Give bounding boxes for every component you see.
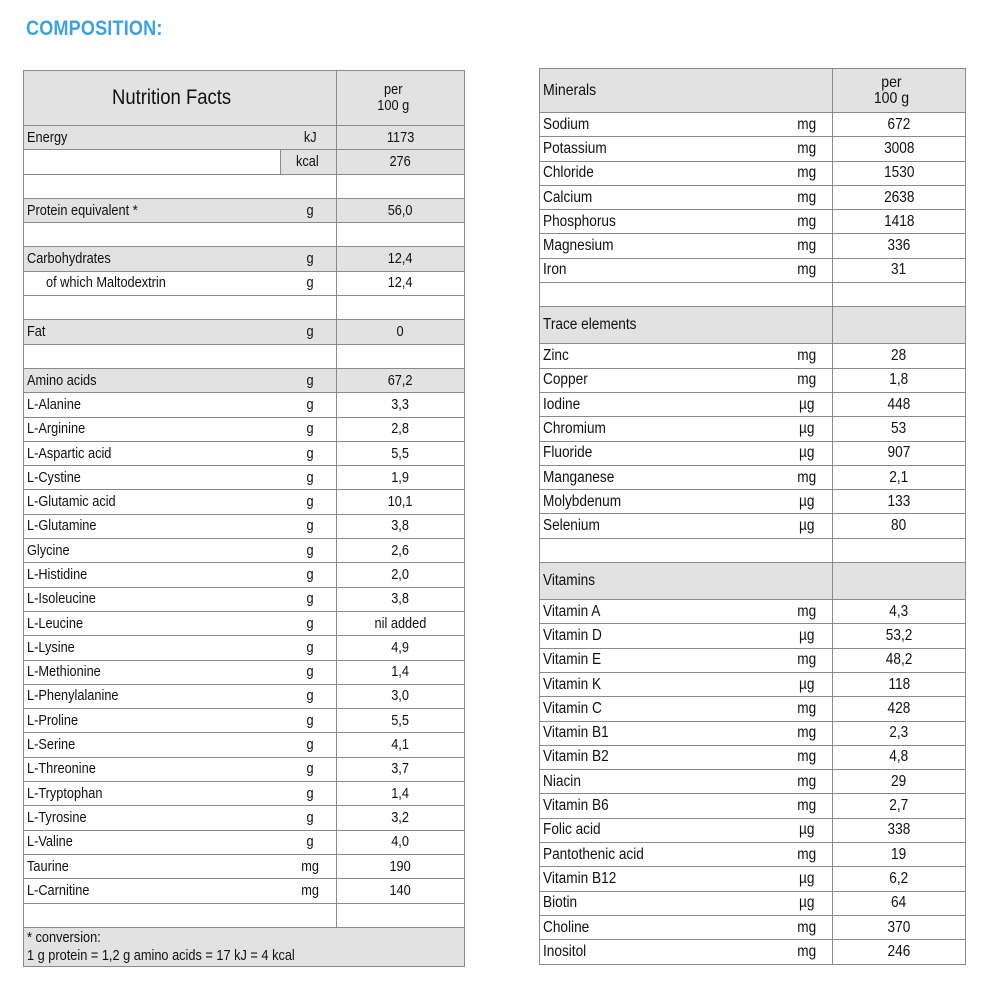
nutrient-name: L-Cystine [24,466,281,490]
nutrient-value: 246 [833,940,966,964]
nutrient-unit: g [281,466,337,490]
nutrient-name: Calcium [540,185,780,209]
nutrient-unit: g [281,733,337,757]
nutrient-unit: g [281,684,337,708]
nutrient-unit: µg [780,490,833,514]
table-row [540,867,966,891]
nutrient-name: L-Glutamic acid [24,490,281,514]
nutrient-unit: mg [780,234,833,258]
table-row [24,611,465,635]
nutrient-value: 53,2 [833,624,966,648]
nutrient-value: 2638 [833,185,966,209]
nutrient-value: 3,2 [337,806,465,830]
nutrient-value: 3,8 [337,587,465,611]
nutrient-name: L-Valine [24,830,281,854]
table-row [540,234,966,258]
nutrient-unit: mg [780,600,833,624]
nutrient-name: Manganese [540,465,780,489]
table-row [540,185,966,209]
nutrient-value: 336 [833,234,966,258]
nutrient-name: Selenium [540,514,780,538]
table-row [24,709,465,733]
table-row: Amino acids g 67,2 [24,368,465,392]
table-header-row [24,71,465,126]
nutrient-name: Niacin [540,770,780,794]
nutrient-value: 19 [833,843,966,867]
nutrient-unit: mg [780,915,833,939]
nutrition-facts-table [23,70,465,967]
table-row [24,514,465,538]
nutrient-value: nil added [337,611,465,635]
nutrient-unit: g [281,441,337,465]
nutrient-value: 31 [833,258,966,282]
nutrient-value: 3,3 [337,393,465,417]
nutrient-value: 338 [833,818,966,842]
nutrient-unit: mg [281,879,337,903]
nutrient-unit: µg [780,624,833,648]
nutrient-unit: g [281,806,337,830]
table-row [540,818,966,842]
nutrient-unit: g [281,709,337,733]
table-row: Carbohydrates g 12,4 [24,247,465,271]
nutrient-name: Sodium [540,113,780,137]
nutrient-value: 190 [337,854,465,878]
nutrient-unit: mg [780,745,833,769]
nutrient-value: 3,8 [337,514,465,538]
nutrient-name: L-Isoleucine [24,587,281,611]
nutrient-unit: mg [780,113,833,137]
nutrient-name: L-Phenylalanine [24,684,281,708]
nutrient-name: Vitamin E [540,648,780,672]
table-row [24,782,465,806]
nutrient-name: Phosphorus [540,210,780,234]
nutrient-name: Potassium [540,137,780,161]
table-row [24,417,465,441]
nutrient-name: L-Tryptophan [24,782,281,806]
nutrient-value: 2,3 [833,721,966,745]
nutrient-value: 1,4 [337,782,465,806]
table-row [540,794,966,818]
nutrient-unit: mg [281,854,337,878]
nutrient-unit: g [281,757,337,781]
table-row [24,441,465,465]
nutrient-name: Inositol [540,940,780,964]
minerals-vitamins-table [539,68,966,965]
nutrient-unit: g [281,393,337,417]
table-row [540,514,966,538]
nutrient-name: L-Tyrosine [24,806,281,830]
nutrient-value: 140 [337,879,465,903]
nutrient-value: 5,5 [337,709,465,733]
nutrient-name: Glycine [24,539,281,563]
nutrient-value: 118 [833,672,966,696]
page-title: COMPOSITION: [26,17,163,40]
nutrient-unit: µg [780,514,833,538]
table-row [540,441,966,465]
table-row [540,915,966,939]
nutrient-value: 370 [833,915,966,939]
nutrient-name: Fluoride [540,441,780,465]
section-header-row [540,563,966,600]
nutrient-value: 1418 [833,210,966,234]
nutrient-unit: mg [780,721,833,745]
table-row [24,757,465,781]
nutrient-value: 4,8 [833,745,966,769]
nutrient-value: 1,4 [337,660,465,684]
table-row [540,344,966,368]
nutrient-value: 2,6 [337,539,465,563]
table-row [540,161,966,185]
nutrient-value: 448 [833,392,966,416]
nutrient-name: Zinc [540,344,780,368]
nutrient-unit: mg [780,258,833,282]
nutrient-name: Chloride [540,161,780,185]
nutrient-value: 4,1 [337,733,465,757]
nutrient-value: 133 [833,490,966,514]
table-row [540,624,966,648]
nutrient-unit: µg [780,891,833,915]
nutrient-unit: mg [780,137,833,161]
table-row [24,660,465,684]
spacer-row [540,538,966,562]
table-row [540,843,966,867]
nutrient-name: L-Leucine [24,611,281,635]
table-row [540,210,966,234]
table-row: of which Maltodextrin g 12,4 [24,271,465,295]
table-row [24,684,465,708]
nutrient-name: L-Serine [24,733,281,757]
nutrient-name: Molybdenum [540,490,780,514]
nutrient-name: L-Arginine [24,417,281,441]
table-row [540,891,966,915]
nutrient-name: L-Aspartic acid [24,441,281,465]
nutrient-unit: g [281,490,337,514]
table-row [540,465,966,489]
table-row [540,770,966,794]
table-header-row [540,69,966,113]
table-row [540,745,966,769]
nutrient-value: 1530 [833,161,966,185]
footnote-row [24,927,465,966]
nutrient-name: L-Methionine [24,660,281,684]
nutrient-unit: g [281,636,337,660]
nutrient-value: 907 [833,441,966,465]
nutrient-unit: g [281,830,337,854]
nutrient-value: 53 [833,417,966,441]
table-row [540,648,966,672]
table-row [24,393,465,417]
nutrient-unit: mg [780,210,833,234]
spacer-row [24,903,465,927]
table-row [24,490,465,514]
nutrient-name: Vitamin B6 [540,794,780,818]
nutrient-value: 80 [833,514,966,538]
nutrient-name: L-Histidine [24,563,281,587]
nutrient-name: Vitamin D [540,624,780,648]
table-row [540,137,966,161]
nutrient-name: Copper [540,368,780,392]
table-row [540,368,966,392]
table-row [540,600,966,624]
section-header-row [540,307,966,344]
table-row [24,466,465,490]
spacer-row [24,223,465,247]
nutrient-unit: µg [780,867,833,891]
nutrient-value: 2,0 [337,563,465,587]
per-100g-header: per 100 g [833,69,966,113]
nutrient-value: 4,3 [833,600,966,624]
table-row [24,563,465,587]
nutrient-name: L-Alanine [24,393,281,417]
nutrient-value: 2,7 [833,794,966,818]
nutrient-name: Magnesium [540,234,780,258]
nutrient-unit: mg [780,794,833,818]
nutrient-unit: µg [780,818,833,842]
nutrient-value: 64 [833,891,966,915]
table-row [540,490,966,514]
nutrient-value: 29 [833,770,966,794]
nutrient-value: 1,9 [337,466,465,490]
table-row [24,539,465,563]
nutrient-unit: g [281,539,337,563]
nutrient-unit: g [281,417,337,441]
nutrient-unit: mg [780,940,833,964]
nutrient-name: L-Proline [24,709,281,733]
nutrient-value: 10,1 [337,490,465,514]
per-100g-header: per 100 g [337,71,465,126]
nutrient-name: Vitamin K [540,672,780,696]
nutrient-name: L-Threonine [24,757,281,781]
nutrient-name: Vitamin B1 [540,721,780,745]
nutrient-name: L-Glutamine [24,514,281,538]
nutrient-value: 3,7 [337,757,465,781]
table-row: Protein equivalent * g 56,0 [24,198,465,222]
nutrient-name: Biotin [540,891,780,915]
nutrient-name: Folic acid [540,818,780,842]
nutrient-unit: µg [780,417,833,441]
nutrient-value: 2,8 [337,417,465,441]
table-row [540,113,966,137]
nutrient-name: Pantothenic acid [540,843,780,867]
nutrient-unit: mg [780,368,833,392]
nutrient-unit: g [281,563,337,587]
nutrient-unit: g [281,660,337,684]
table-row [24,879,465,903]
nutrient-value: 428 [833,697,966,721]
nutrient-unit: mg [780,161,833,185]
nutrient-unit: µg [780,672,833,696]
nutrient-unit: g [281,611,337,635]
nutrient-unit: mg [780,770,833,794]
nutrient-name: Iodine [540,392,780,416]
spacer-row [24,296,465,320]
nutrient-name: Iron [540,258,780,282]
table-row [24,830,465,854]
nutrient-name: Vitamin B2 [540,745,780,769]
nutrient-name: L-Carnitine [24,879,281,903]
nutrient-name: Vitamin B12 [540,867,780,891]
nutrient-unit: µg [780,441,833,465]
table-row: kcal 276 [24,150,465,174]
nutrient-unit: g [281,587,337,611]
table-row: Energy kJ 1173 [24,126,465,150]
nutrient-unit: mg [780,185,833,209]
table-row [24,733,465,757]
nutrient-unit: µg [780,392,833,416]
table-row [540,258,966,282]
table-row [24,854,465,878]
nutrient-unit: mg [780,465,833,489]
nutrient-unit: g [281,782,337,806]
nutrient-name: Taurine [24,854,281,878]
nutrient-unit: mg [780,843,833,867]
nutrient-unit: mg [780,697,833,721]
nutrient-value: 1,8 [833,368,966,392]
nutrient-value: 3008 [833,137,966,161]
nutrient-value: 2,1 [833,465,966,489]
nutrient-value: 6,2 [833,867,966,891]
nutrient-value: 4,0 [337,830,465,854]
table-row [24,806,465,830]
nutrient-name: Chromium [540,417,780,441]
nutrient-name: Choline [540,915,780,939]
spacer-row [24,344,465,368]
nutrient-name: L-Lysine [24,636,281,660]
nutrient-value: 4,9 [337,636,465,660]
nutrient-value: 48,2 [833,648,966,672]
spacer-row [24,174,465,198]
section-title: Vitamins [540,563,780,600]
nutrient-unit: mg [780,344,833,368]
table-row [540,697,966,721]
nutrient-name: Vitamin A [540,600,780,624]
table-row [540,721,966,745]
table-row [24,587,465,611]
nutrient-value: 28 [833,344,966,368]
nutrient-value: 5,5 [337,441,465,465]
spacer-row [540,283,966,307]
conversion-footnote: * conversion: 1 g protein = 1,2 g amino acids = 17 kJ = 4 kcal [24,927,465,966]
table-row [540,417,966,441]
nutrient-name: Vitamin C [540,697,780,721]
nutrition-facts-title: Nutrition Facts [24,71,337,126]
table-row [540,940,966,964]
table-row: Fat g 0 [24,320,465,344]
nutrient-value: 3,0 [337,684,465,708]
table-row [540,392,966,416]
section-title: Trace elements [540,307,780,344]
table-row [540,672,966,696]
table-row [24,636,465,660]
nutrient-unit: mg [780,648,833,672]
minerals-title: Minerals [540,69,833,113]
nutrient-value: 672 [833,113,966,137]
nutrient-unit: g [281,514,337,538]
